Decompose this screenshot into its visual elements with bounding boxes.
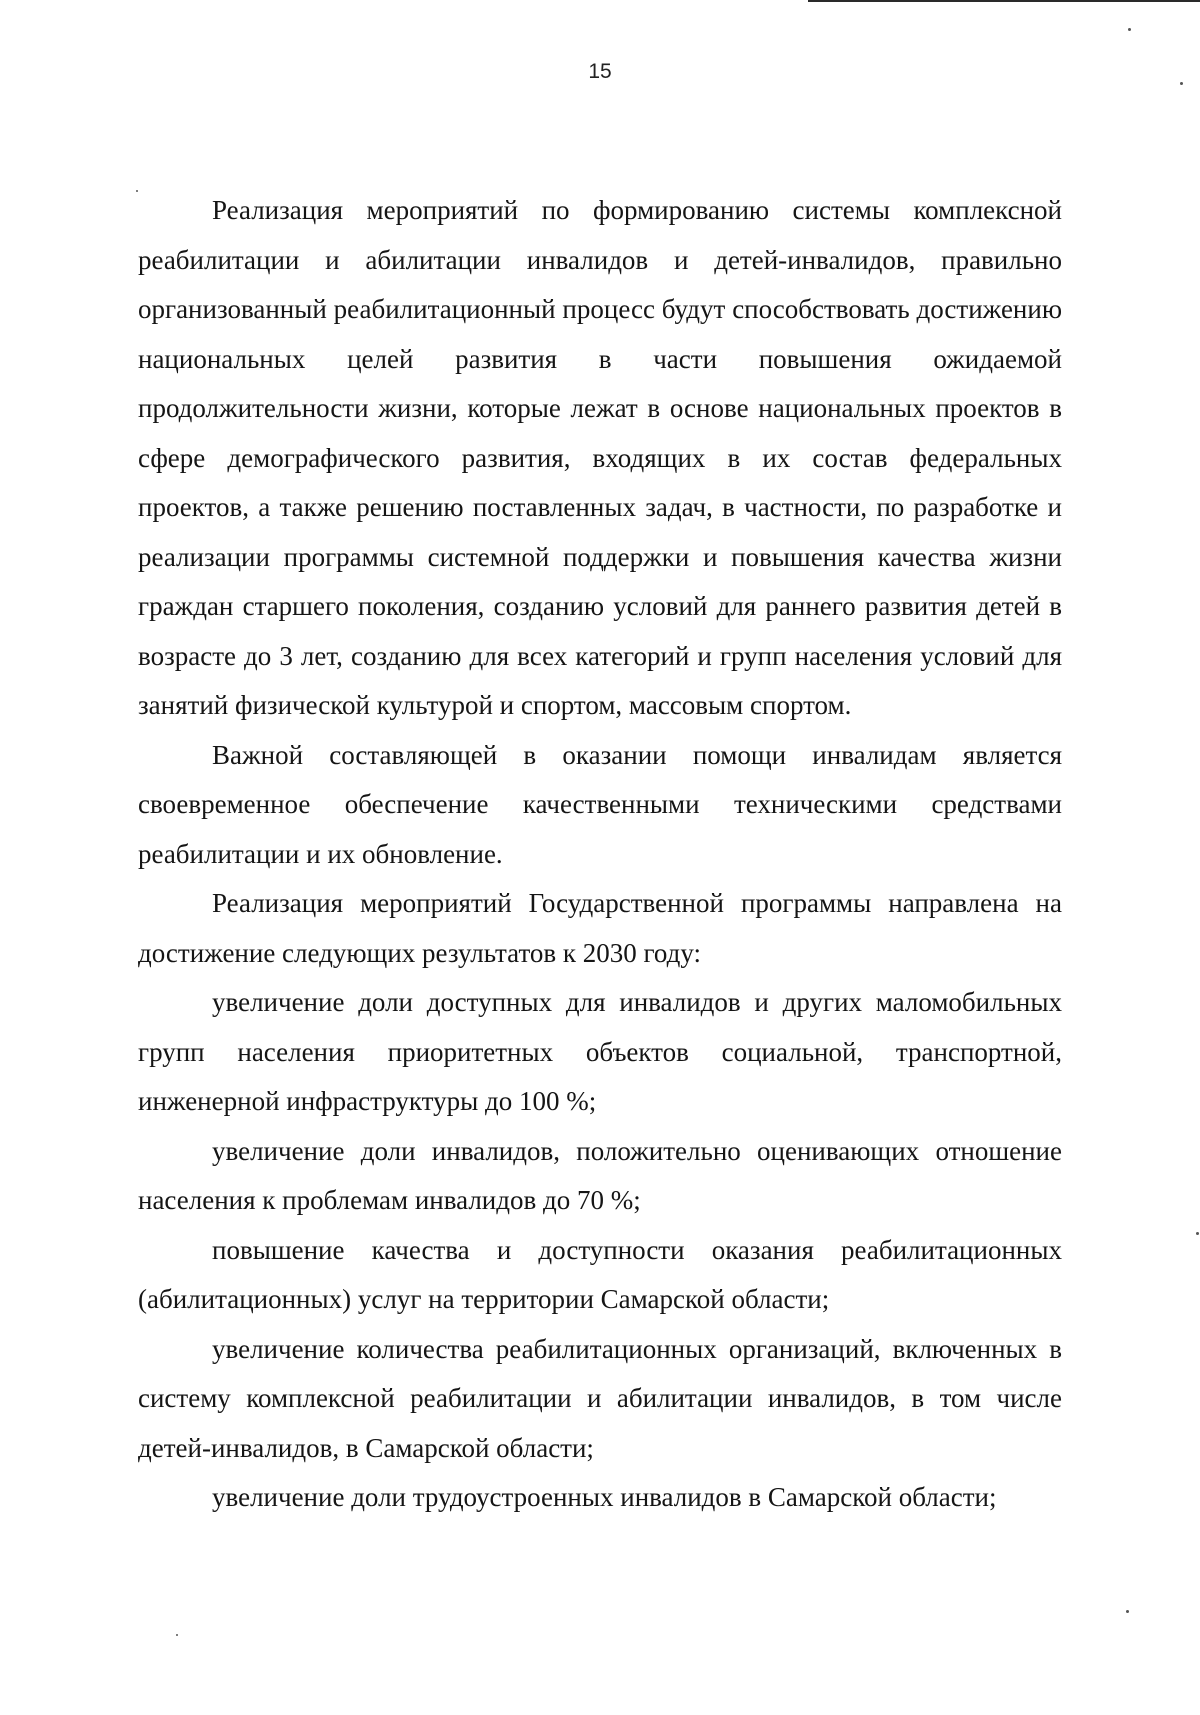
- scan-speck: [1180, 82, 1183, 85]
- paragraph-rehabilitation-system: Реализация мероприятий по формированию системы комплексной реабилитации и абилитации инвалидов и детей-инвалидов, правильно организованный реабилитационный процесс будут способствовать достижению национальных целей развития в части повышения ожидаемой продолжительности жизни, которые лежат в основе национальных проектов в сфере демографического развития, входящих в их состав федеральных проектов, а также решению поставленных задач, в частности, по разработке и реализации программы системной поддержки и повышения качества жизни граждан старшего поколения, созданию условий для раннего развития детей в возрасте до 3 лет, созданию для всех категорий и групп населения условий для занятий физической культурой и спортом, массовым спортом.: [138, 195, 1062, 720]
- result-item-rehabilitation-services: повышение качества и доступности оказания реабилитационных (абилитационных) услуг на территории Самарской области;: [138, 1234, 1062, 1314]
- scan-speck: [176, 1634, 178, 1636]
- result-item-positive-attitude: увеличение доли инвалидов, положительно оценивающих отношение населения к проблемам инвалидов до 70 %;: [138, 1135, 1062, 1215]
- result-item-employed-disabled: увеличение доли трудоустроенных инвалидов в Самарской области;: [212, 1482, 997, 1512]
- paragraph-program-results-intro: Реализация мероприятий Государственной программы направлена на достижение следующих результатов к 2030 году:: [138, 888, 1062, 968]
- scan-speck: [1128, 28, 1131, 31]
- scan-speck: [1126, 1610, 1129, 1613]
- result-item-accessible-objects: увеличение доли доступных для инвалидов и других маломобильных групп населения приоритетных объектов социальной, транспортной, инженерной инфраструктуры до 100 %;: [138, 987, 1062, 1116]
- result-item-rehabilitation-organizations: увеличение количества реабилитационных организаций, включенных в систему комплексной реабилитации и абилитации инвалидов, в том числе детей-инвалидов, в Самарской области;: [138, 1333, 1062, 1463]
- paragraph-technical-aids: Важной составляющей в оказании помощи инвалидам является своевременное обеспечение качественными техническими средствами реабилитации и их обновление.: [138, 739, 1062, 869]
- scan-speck: [1196, 1232, 1199, 1235]
- document-body: [138, 186, 1062, 1523]
- top-edge-rule: [808, 0, 1200, 2]
- scan-speck: [136, 190, 138, 192]
- page-number: 15: [588, 60, 612, 83]
